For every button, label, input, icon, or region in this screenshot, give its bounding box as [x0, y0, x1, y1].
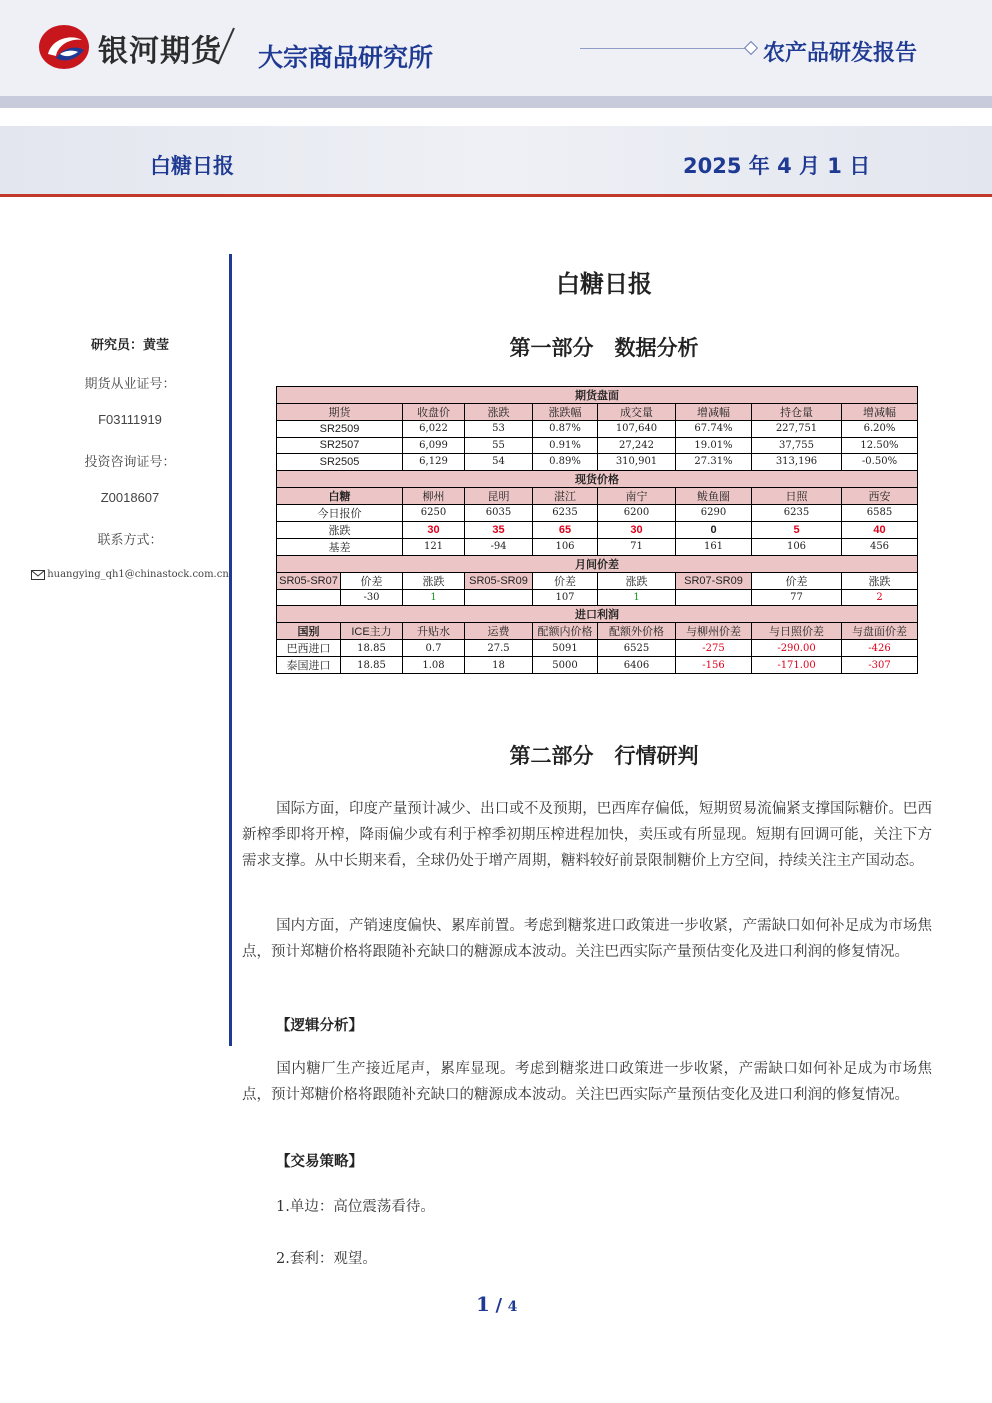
table-cell: 6,022 [403, 421, 465, 438]
table-cell: 6200 [598, 504, 676, 521]
row-label: 基差 [277, 538, 403, 555]
advisory-cert-label: 投资咨询证号： [84, 455, 176, 470]
header-cell: SR05-SR07 [277, 572, 341, 589]
header-cell: 持仓量 [752, 404, 842, 421]
table-cell: 121 [403, 538, 465, 555]
table-cell: -0.50% [842, 454, 918, 471]
table-cell: 107 [533, 589, 598, 606]
futures-section-title: 期货盘面 [277, 387, 918, 404]
table-cell: 456 [842, 538, 918, 555]
brand-name: 银河期货 [98, 34, 222, 69]
table-cell: 77 [752, 589, 842, 606]
table-cell: 1.08 [403, 657, 465, 674]
advisory-cert-number: Z0018607 [100, 490, 160, 505]
header-cell: ICE主力 [341, 623, 403, 640]
header-cell: 期货 [277, 404, 403, 421]
main-title: 白糖日报 [556, 270, 652, 298]
researcher-name: 研究员：黄莹 [90, 338, 169, 353]
table-cell: -307 [842, 657, 918, 674]
header-cell: 成交量 [598, 404, 676, 421]
row-label: 今日报价 [277, 504, 403, 521]
table-cell: 313,196 [752, 454, 842, 471]
table-cell: 18.85 [341, 657, 403, 674]
title-band-rule [0, 194, 992, 197]
table-cell: 27.31% [676, 454, 752, 471]
table-cell: 5000 [533, 657, 598, 674]
logic-analysis-heading: 【逻辑分析】 [276, 1017, 363, 1034]
contract-cell: SR2505 [277, 454, 403, 471]
paragraph-text: 国内糖厂生产接近尾声，累库显现。考虑到糖浆进口政策进一步收紧，产需缺口如何补足成为市场焦点，预计郑糖价格将跟随补充缺口的糖源成本波动。关注巴西实际产量预估变化及进口利润的修复情况。 [242, 1061, 932, 1103]
table-cell: -275 [676, 640, 752, 657]
contact-email-row[interactable] [30, 569, 230, 580]
header-cell: 柳州 [403, 487, 465, 504]
header-cell: 价差 [341, 572, 403, 589]
strategy-single-side: 1.单边：高位震荡看待。 [276, 1199, 435, 1215]
table-row [277, 521, 918, 538]
table-cell [277, 589, 341, 606]
header-cell: 增减幅 [676, 404, 752, 421]
header-cell: 湛江 [533, 487, 598, 504]
table-row [277, 504, 918, 521]
table-cell: 106 [533, 538, 598, 555]
table-cell: -30 [341, 589, 403, 606]
header-cell: 增减幅 [842, 404, 918, 421]
market-data-table [276, 386, 918, 674]
header-cell: 西安 [842, 487, 918, 504]
table-cell: 19.01% [676, 437, 752, 454]
table-cell: 2 [842, 589, 918, 606]
section-title-data-analysis: 第一部分 数据分析 [509, 336, 699, 360]
galaxy-logo-icon [38, 24, 90, 70]
header-cell: 涨跌幅 [533, 404, 598, 421]
table-cell: 65 [533, 521, 598, 538]
table-cell: 161 [676, 538, 752, 555]
table-cell: 54 [465, 454, 533, 471]
contract-cell: SR2509 [277, 421, 403, 438]
table-cell: -156 [676, 657, 752, 674]
row-label: 涨跌 [277, 521, 403, 538]
table-cell: -426 [842, 640, 918, 657]
table-row [277, 657, 918, 674]
table-cell: 35 [465, 521, 533, 538]
table-cell: -290.00 [752, 640, 842, 657]
table-cell: 6,129 [403, 454, 465, 471]
header-cell: SR07-SR09 [676, 572, 752, 589]
trading-strategy-heading: 【交易策略】 [276, 1153, 363, 1170]
table-cell: 27,242 [598, 437, 676, 454]
paragraph-text: 国内方面，产销速度偏快、累库前置。考虑到糖浆进口政策进一步收紧，产需缺口如何补足成为市场焦点，预计郑糖价格将跟随补充缺口的糖源成本波动。关注巴西实际产量预估变化及进口利润的修复情况。 [242, 918, 932, 960]
table-row [277, 421, 918, 438]
paragraph-domestic [242, 913, 932, 965]
contract-cell: SR2507 [277, 437, 403, 454]
header-cell: 收盘价 [403, 404, 465, 421]
mail-icon [31, 570, 45, 580]
table-cell: 6406 [598, 657, 676, 674]
section-title-market-outlook: 第二部分 行情研判 [509, 744, 699, 768]
table-cell: 0.87% [533, 421, 598, 438]
table-cell: 6.20% [842, 421, 918, 438]
strategy-arbitrage: 2.套利：观望。 [276, 1251, 377, 1267]
table-cell: 1 [598, 589, 676, 606]
table-cell: 55 [465, 437, 533, 454]
current-page: 1 [476, 1292, 490, 1316]
table-cell: 67.74% [676, 421, 752, 438]
table-cell: 5 [752, 521, 842, 538]
header-cell: 价差 [533, 572, 598, 589]
contact-label: 联系方式： [97, 533, 163, 548]
table-cell [676, 589, 752, 606]
header-cell: 配额外价格 [598, 623, 676, 640]
table-cell: 6525 [598, 640, 676, 657]
header-cell: 涨跌 [842, 572, 918, 589]
table-cell: -171.00 [752, 657, 842, 674]
paragraph-logic [242, 1056, 932, 1108]
table-cell: 107,640 [598, 421, 676, 438]
paragraph-international [242, 796, 932, 874]
table-cell: 1 [403, 589, 465, 606]
page-separator: / [495, 1295, 503, 1316]
table-row [277, 538, 918, 555]
header-cell: 南宁 [598, 487, 676, 504]
table-cell: 0.89% [533, 454, 598, 471]
table-cell: 30 [598, 521, 676, 538]
total-pages: 4 [507, 1299, 518, 1315]
spot-header-row [277, 487, 918, 504]
spot-section-title: 现货价格 [277, 470, 918, 487]
spread-section-title: 月间价差 [277, 555, 918, 572]
header-cell: 白糖 [277, 487, 403, 504]
table-cell: 37,755 [752, 437, 842, 454]
band-title: 白糖日报 [150, 154, 234, 178]
table-cell: 310,901 [598, 454, 676, 471]
header-cell: 日照 [752, 487, 842, 504]
table-cell: 71 [598, 538, 676, 555]
table-cell: 0.91% [533, 437, 598, 454]
table-cell: 18.85 [341, 640, 403, 657]
futures-header-row [277, 404, 918, 421]
page-number [476, 1292, 517, 1316]
table-cell: 12.50% [842, 437, 918, 454]
table-cell: 5091 [533, 640, 598, 657]
table-row [277, 437, 918, 454]
row-label: 泰国进口 [277, 657, 341, 674]
row-label: 巴西进口 [277, 640, 341, 657]
table-row [277, 589, 918, 606]
table-cell: 6,099 [403, 437, 465, 454]
table-row [277, 454, 918, 471]
table-cell: 27.5 [465, 640, 533, 657]
table-cell: 6585 [842, 504, 918, 521]
header-cell: 价差 [752, 572, 842, 589]
table-cell [465, 589, 533, 606]
table-cell: 6235 [533, 504, 598, 521]
paragraph-text: 国际方面，印度产量预计减少、出口或不及预期，巴西库存偏低，短期贸易流偏紧支撑国际糖价。巴西新榨季即将开榨，降雨偏少或有利于榨季初期压榨进程加快，卖压或有所显现。短期有回调可能，关注下方需求支撑。从中长期来看，全球仍处于增产周期，糖料较好前景限制糖价上方空间，持续关注主产国动态。 [242, 801, 932, 869]
table-cell: 6035 [465, 504, 533, 521]
table-cell: 0 [676, 521, 752, 538]
table-cell: 0.7 [403, 640, 465, 657]
header-cell: 涨跌 [598, 572, 676, 589]
header-cell: SR05-SR09 [465, 572, 533, 589]
report-type: 农产品研发报告 [763, 41, 918, 66]
table-cell: 18 [465, 657, 533, 674]
header-cell: 涨跌 [465, 404, 533, 421]
report-date: 2025 年 4 月 1 日 [683, 154, 871, 178]
table-cell: 227,751 [752, 421, 842, 438]
futures-cert-number: F03111919 [98, 412, 162, 427]
institute-name: 大宗商品研究所 [258, 43, 434, 72]
table-row [277, 640, 918, 657]
header-cell: 国别 [277, 623, 341, 640]
header-cell: 鲅鱼圈 [676, 487, 752, 504]
import-section-title: 进口利润 [277, 606, 918, 623]
header-cell: 与日照价差 [752, 623, 842, 640]
header-cell: 昆明 [465, 487, 533, 504]
header-deco-line [580, 48, 750, 49]
table-cell: 6290 [676, 504, 752, 521]
divider-slash [214, 26, 238, 66]
header-cell: 涨跌 [403, 572, 465, 589]
import-header-row [277, 623, 918, 640]
header-cell: 运费 [465, 623, 533, 640]
table-cell: 6250 [403, 504, 465, 521]
contact-email[interactable]: huangying_qh1@chinastock.com.cn [47, 569, 229, 580]
table-cell: 106 [752, 538, 842, 555]
spread-header-row [277, 572, 918, 589]
futures-cert-label: 期货从业证号： [84, 377, 176, 392]
table-cell: -94 [465, 538, 533, 555]
table-cell: 30 [403, 521, 465, 538]
header-cell: 配额内价格 [533, 623, 598, 640]
table-cell: 6235 [752, 504, 842, 521]
table-cell: 40 [842, 521, 918, 538]
header-cell: 与盘面价差 [842, 623, 918, 640]
header-cell: 与柳州价差 [676, 623, 752, 640]
header-cell: 升贴水 [403, 623, 465, 640]
table-cell: 53 [465, 421, 533, 438]
header-stripe [0, 96, 992, 108]
